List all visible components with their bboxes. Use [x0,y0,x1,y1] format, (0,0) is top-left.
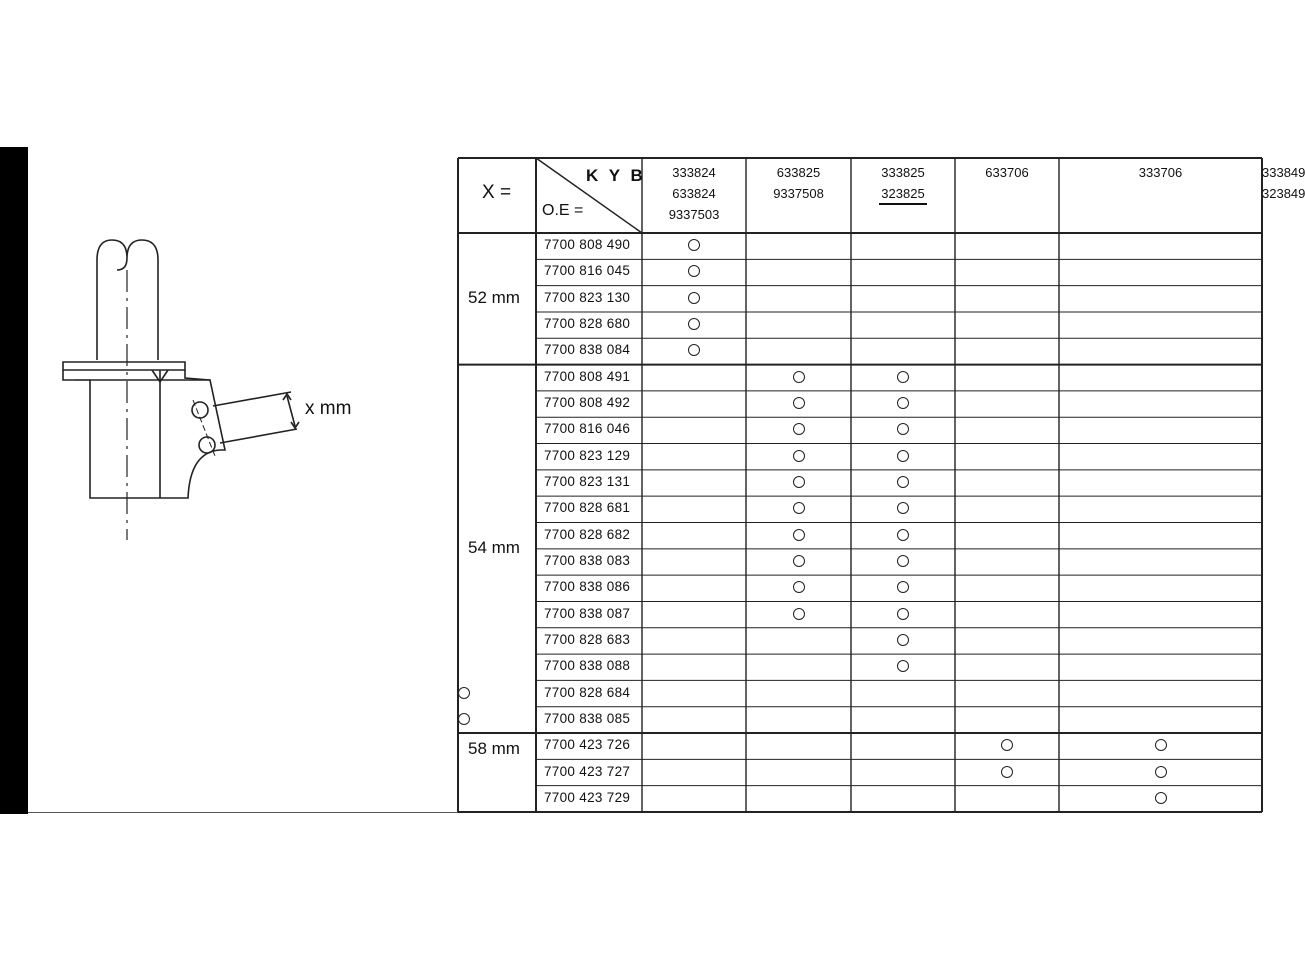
fitment-circle-icon [458,687,470,699]
fitment-circle-icon [897,397,909,409]
fitment-circle-icon [458,713,470,725]
fitment-circle-icon [897,450,909,462]
oe-number: 7700 838 088 [544,658,631,674]
fitment-circle-icon [1001,766,1013,778]
kyb-part-number: 333849 [1262,165,1305,180]
kyb-part-number: 633706 [985,165,1029,180]
fitment-circle-icon [793,529,805,541]
left-edge-bar [0,147,28,814]
fitment-circle-icon [897,476,909,488]
fitment-circle-icon [897,529,909,541]
kyb-part-number: 9337503 [668,207,720,222]
fitment-circle-icon [688,265,700,277]
fitment-circle-icon [897,608,909,620]
brand-label: K Y B [586,166,646,185]
oe-number: 7700 838 085 [544,710,631,726]
fitment-circle-icon [793,608,805,620]
fitment-circle-icon [793,555,805,567]
oe-number: 7700 823 129 [544,447,631,463]
fitment-circle-icon [793,371,805,383]
oe-number: 7700 838 086 [544,579,631,595]
part-underline [879,203,927,205]
cross-reference-table [458,158,1305,812]
fitment-circle-icon [688,318,700,330]
oe-number: 7700 828 681 [544,500,631,516]
oe-number: 7700 816 046 [544,421,631,437]
oe-number: 7700 838 087 [544,605,631,621]
oe-label: O.E = [542,202,584,219]
fitment-circle-icon [897,634,909,646]
oe-number: 7700 828 680 [544,316,631,332]
oe-number: 7700 838 084 [544,342,631,358]
fitment-circle-icon [1155,792,1167,804]
group-label: 52 mm [468,287,520,307]
diagram-baseline [28,812,458,813]
fitment-circle-icon [688,292,700,304]
fitment-circle-icon [793,502,805,514]
fitment-circle-icon [688,239,700,251]
kyb-part-number: 633824 [672,186,716,201]
oe-number: 7700 823 131 [544,474,631,490]
group-label: 54 mm [468,537,520,557]
fitment-circle-icon [897,502,909,514]
fitment-circle-icon [1155,766,1167,778]
fitment-circle-icon [897,581,909,593]
oe-number: 7700 838 083 [544,552,631,568]
fitment-circle-icon [793,450,805,462]
kyb-part-number: 633825 [776,165,821,180]
fitment-circle-icon [793,476,805,488]
oe-number: 7700 828 684 [544,684,631,700]
kyb-part-number: 333824 [672,165,716,180]
fitment-circle-icon [897,660,909,672]
fitment-circle-icon [688,344,700,356]
oe-number: 7700 808 492 [544,395,631,411]
shock-absorber-diagram [55,230,305,550]
kyb-part-number: 333706 [1138,165,1183,180]
kyb-part-number: 323849 [1262,186,1305,201]
table-cells [458,158,1305,812]
x-label: X = [482,182,512,203]
oe-number: 7700 423 727 [544,763,631,779]
fitment-circle-icon [897,423,909,435]
oe-number: 7700 423 726 [544,737,631,753]
oe-number: 7700 808 491 [544,368,631,384]
fitment-circle-icon [793,581,805,593]
oe-number: 7700 808 490 [544,237,631,253]
kyb-part-number: 333825 [881,165,925,180]
fitment-circle-icon [897,371,909,383]
fitment-circle-icon [1155,739,1167,751]
group-label: 58 mm [468,739,520,759]
oe-number: 7700 816 045 [544,263,631,279]
oe-number: 7700 828 683 [544,631,631,647]
fitment-circle-icon [897,555,909,567]
fitment-circle-icon [1001,739,1013,751]
oe-number: 7700 823 130 [544,289,631,305]
oe-number: 7700 423 729 [544,789,631,805]
oe-number: 7700 828 682 [544,526,631,542]
kyb-part-number: 9337508 [773,186,824,201]
dimension-label: x mm [305,398,352,419]
kyb-part-number: 323825 [881,186,925,201]
fitment-circle-icon [793,397,805,409]
fitment-circle-icon [793,423,805,435]
